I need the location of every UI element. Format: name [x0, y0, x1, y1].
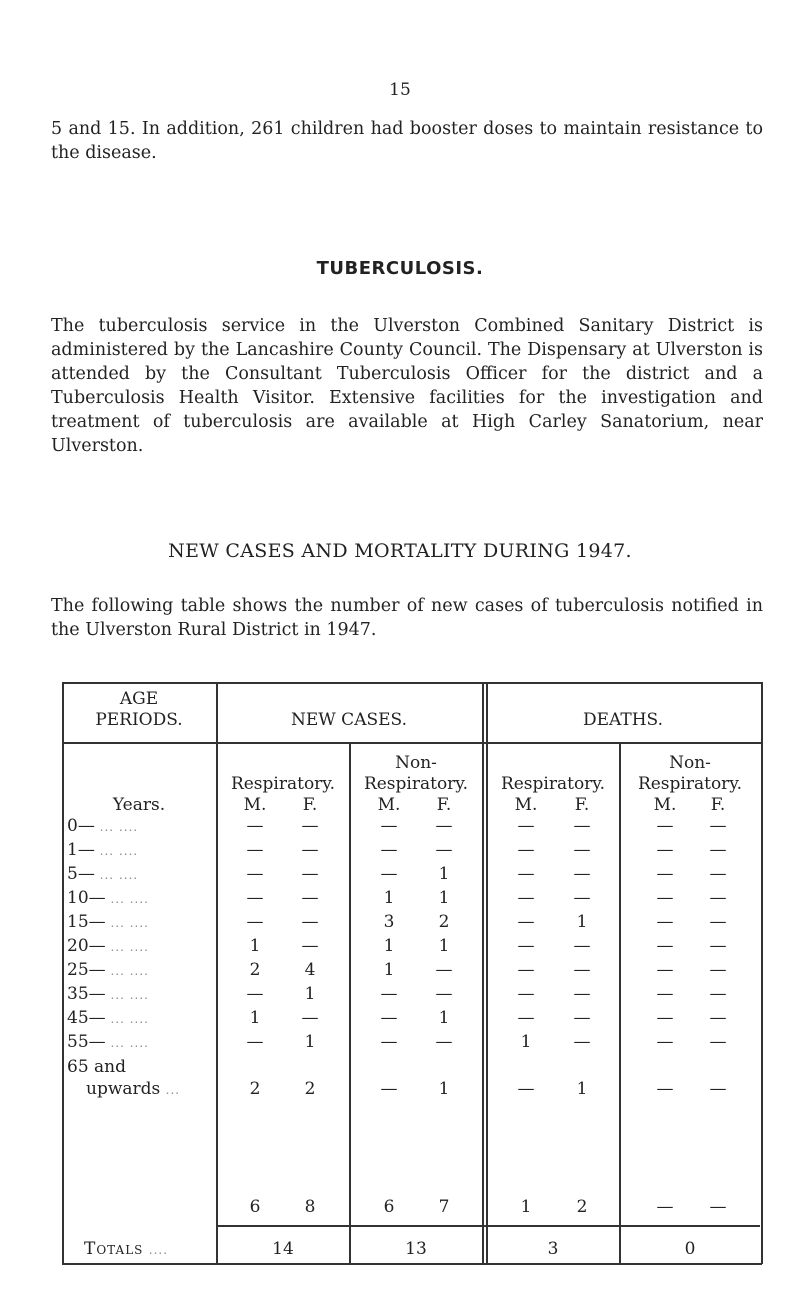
deaths-header: DEATHS. — [583, 710, 663, 730]
subtotal-rule — [217, 1225, 760, 1227]
cell-nonresp-cases-f: 1 — [438, 936, 450, 956]
cell-nonresp-deaths-f: — — [709, 984, 727, 1004]
cell-resp-deaths-m: — — [517, 888, 535, 908]
cell-resp-cases-m: 1 — [249, 1008, 261, 1028]
subtotal-nonresp-cases-m: 6 — [383, 1197, 395, 1217]
age-period-label — [67, 1032, 149, 1053]
service-paragraph: The tuberculosis service in the Ulverston Combined Sanitary District is administered by the Lancashire County Council. The Dispensary at Ulverston is attended by the Consultant Tuberculosis Officer for the district and a Tuberculosis Health Visitor. Extensive facilities for the investigation and treatment of tuberculosis are available at High Carley Sanatorium, near Ulverston. — [51, 316, 763, 456]
cell-resp-deaths-f: 1 — [576, 912, 588, 932]
cell-nonresp-deaths-m: — — [656, 1079, 674, 1099]
age-period-label — [67, 984, 149, 1005]
cell-nonresp-cases-m: — — [380, 1008, 398, 1028]
cell-nonresp-deaths-f: — — [709, 960, 727, 980]
age-period-text: 1— — [67, 840, 95, 860]
cell-nonresp-deaths-f: — — [709, 936, 727, 956]
age-period-text: 10— — [67, 888, 106, 908]
cell-resp-deaths-m: — — [517, 864, 535, 884]
age-period-dots: ... .... — [105, 1036, 149, 1050]
cell-resp-deaths-f: 1 — [576, 1079, 588, 1099]
subtotal-resp-deaths-m: 1 — [520, 1197, 532, 1217]
cell-nonresp-deaths-m: — — [656, 1008, 674, 1028]
cell-resp-deaths-f: — — [573, 1032, 591, 1052]
cell-nonresp-cases-f: 1 — [438, 864, 450, 884]
table-top-rule — [62, 682, 762, 684]
cell-nonresp-deaths-f: — — [709, 816, 727, 836]
cell-resp-cases-f: 4 — [304, 960, 316, 980]
totals-dots: .... — [148, 1243, 169, 1257]
resp-cases-header: Respiratory. — [230, 774, 336, 794]
age-period-label — [67, 864, 138, 885]
subtotal-resp-deaths-f: 2 — [576, 1197, 588, 1217]
subtotal-nonresp-cases-f: 7 — [438, 1197, 450, 1217]
cell-nonresp-cases-f: — — [435, 984, 453, 1004]
cell-resp-deaths-f: — — [573, 864, 591, 884]
cell-resp-cases-m: — — [246, 840, 264, 860]
cell-nonresp-cases-f: — — [435, 816, 453, 836]
cell-resp-deaths-m: — — [517, 960, 535, 980]
col-rule-mid-a — [482, 682, 484, 1264]
age-period-label — [67, 1008, 149, 1029]
cell-resp-cases-m: — — [246, 984, 264, 1004]
cell-nonresp-cases-f: 1 — [438, 1079, 450, 1099]
cell-resp-deaths-m: — — [517, 912, 535, 932]
cell-resp-deaths-f: — — [573, 888, 591, 908]
cell-resp-cases-f: — — [301, 1008, 319, 1028]
cell-resp-deaths-m: — — [517, 816, 535, 836]
cell-resp-deaths-m: — — [517, 1079, 535, 1099]
age-period-dots: ... .... — [105, 940, 149, 954]
cell-nonresp-deaths-f: — — [709, 1008, 727, 1028]
cell-resp-cases-f: 2 — [304, 1079, 316, 1099]
cell-nonresp-deaths-f: — — [709, 1032, 727, 1052]
age-period-dots: ... .... — [105, 1012, 149, 1026]
cell-nonresp-cases-m: — — [380, 984, 398, 1004]
subtotal-nonresp-deaths-f: — — [709, 1197, 727, 1217]
m-header: M. — [377, 795, 401, 815]
total-resp-deaths: 3 — [547, 1239, 559, 1259]
age-period-dots: ... .... — [105, 988, 149, 1002]
age-header-line2: PERIODS. — [95, 710, 183, 730]
nonresp-deaths-header-line2: Respiratory. — [637, 774, 743, 794]
subtotal-resp-cases-f: 8 — [304, 1197, 316, 1217]
f-header: F. — [574, 795, 590, 815]
age-period-dots: ... .... — [105, 964, 149, 978]
table-bottom-rule — [62, 1263, 762, 1265]
cell-resp-cases-f: 1 — [304, 984, 316, 1004]
cell-nonresp-cases-f: 1 — [438, 888, 450, 908]
col-rule-mid-b — [486, 682, 488, 1264]
cell-nonresp-cases-m: 3 — [383, 912, 395, 932]
table-header-rule — [62, 742, 762, 744]
col-rule-right — [761, 682, 763, 1264]
age-65-label: upwards — [86, 1079, 161, 1099]
subtotal-nonresp-deaths-m: — — [656, 1197, 674, 1217]
cell-nonresp-cases-f: — — [435, 1032, 453, 1052]
age-period-label — [67, 816, 138, 837]
m-header: M. — [514, 795, 538, 815]
cell-nonresp-cases-m: — — [380, 840, 398, 860]
cell-nonresp-deaths-m: — — [656, 1032, 674, 1052]
table-intro-paragraph: The following table shows the number of new cases of tuberculosis notified in the Ulverston Rural District in 1947. — [51, 596, 763, 640]
age-header-line1: AGE — [119, 689, 159, 709]
cell-resp-cases-m: — — [246, 912, 264, 932]
nonresp-deaths-header-line1: Non- — [669, 753, 711, 773]
total-nonresp-cases: 13 — [405, 1239, 427, 1259]
f-header: F. — [710, 795, 726, 815]
cell-resp-cases-f: — — [301, 816, 319, 836]
age-period-dots: ... .... — [94, 844, 139, 858]
nonresp-cases-header-line2: Respiratory. — [363, 774, 469, 794]
m-header: M. — [653, 795, 677, 815]
total-nonresp-deaths: 0 — [684, 1239, 696, 1259]
age-period-dots: ... .... — [105, 892, 149, 906]
cell-resp-cases-m: — — [246, 816, 264, 836]
age-period-label — [67, 840, 138, 861]
cell-resp-deaths-m: — — [517, 936, 535, 956]
cell-nonresp-deaths-f: — — [709, 912, 727, 932]
age-period-label — [67, 936, 149, 957]
cell-nonresp-deaths-f: — — [709, 1079, 727, 1099]
age-65-dots: ... — [165, 1083, 181, 1097]
f-header: F. — [436, 795, 452, 815]
cell-resp-cases-m: 1 — [249, 936, 261, 956]
age-period-text: 25— — [67, 960, 106, 980]
cell-resp-cases-f: — — [301, 864, 319, 884]
cell-nonresp-deaths-m: — — [656, 984, 674, 1004]
subtotal-resp-cases-m: 6 — [249, 1197, 261, 1217]
cell-resp-cases-m: — — [246, 864, 264, 884]
cell-nonresp-deaths-f: — — [709, 840, 727, 860]
age-period-text: 15— — [67, 912, 106, 932]
cell-nonresp-deaths-f: — — [709, 888, 727, 908]
years-header: Years. — [112, 795, 166, 815]
age-period-text: 55— — [67, 1032, 106, 1052]
age-period-text: 5— — [67, 864, 95, 884]
cell-nonresp-cases-f: 1 — [438, 1008, 450, 1028]
cell-nonresp-deaths-m: — — [656, 816, 674, 836]
cell-nonresp-deaths-m: — — [656, 840, 674, 860]
age-period-dots: ... .... — [94, 820, 139, 834]
col-rule-new-cases-split — [349, 743, 351, 1264]
cell-resp-deaths-f: — — [573, 840, 591, 860]
intro-paragraph: 5 and 15. In addition, 261 children had booster doses to maintain resistance to the disease. — [51, 119, 763, 163]
cell-resp-deaths-m: — — [517, 1008, 535, 1028]
age-period-text: 35— — [67, 984, 106, 1004]
cell-resp-cases-m: 2 — [249, 1079, 261, 1099]
totals-label: Totals — [84, 1239, 144, 1259]
page-number: 15 — [389, 80, 411, 100]
cell-resp-cases-m: 2 — [249, 960, 261, 980]
age-period-label — [67, 888, 149, 909]
cell-nonresp-cases-f: 2 — [438, 912, 450, 932]
age-period-dots: ... .... — [105, 916, 149, 930]
cell-nonresp-cases-f: — — [435, 840, 453, 860]
cell-resp-cases-f: — — [301, 840, 319, 860]
cell-resp-cases-m: — — [246, 888, 264, 908]
m-header: M. — [243, 795, 267, 815]
cell-nonresp-cases-m: 1 — [383, 936, 395, 956]
age-65-line1: 65 and — [67, 1057, 127, 1077]
section-heading: TUBERCULOSIS. — [316, 258, 484, 279]
age-period-text: 0— — [67, 816, 95, 836]
resp-deaths-header: Respiratory. — [500, 774, 606, 794]
cell-resp-deaths-m: — — [517, 840, 535, 860]
cell-resp-cases-f: — — [301, 936, 319, 956]
cell-resp-deaths-m: — — [517, 984, 535, 1004]
age-period-label — [67, 960, 149, 981]
cell-resp-cases-f: — — [301, 912, 319, 932]
cell-resp-deaths-f: — — [573, 1008, 591, 1028]
cell-nonresp-cases-m: 1 — [383, 960, 395, 980]
cell-resp-deaths-f: — — [573, 936, 591, 956]
cell-nonresp-cases-m: — — [380, 1079, 398, 1099]
cell-nonresp-deaths-m: — — [656, 888, 674, 908]
age-period-label — [67, 912, 149, 933]
col-rule-deaths-split — [619, 743, 621, 1264]
cell-resp-cases-f: — — [301, 888, 319, 908]
cell-resp-deaths-m: 1 — [520, 1032, 532, 1052]
cell-resp-cases-f: 1 — [304, 1032, 316, 1052]
col-rule-age — [216, 682, 218, 1264]
cell-nonresp-deaths-m: — — [656, 936, 674, 956]
cell-nonresp-deaths-m: — — [656, 864, 674, 884]
nonresp-cases-header-line1: Non- — [395, 753, 437, 773]
subheading: NEW CASES AND MORTALITY DURING 1947. — [168, 540, 632, 562]
totals-label-cell — [84, 1239, 168, 1260]
age-period-text: 20— — [67, 936, 106, 956]
age-65-line2 — [86, 1079, 180, 1100]
cell-nonresp-cases-m: 1 — [383, 888, 395, 908]
cell-nonresp-cases-m: — — [380, 864, 398, 884]
cell-resp-deaths-f: — — [573, 960, 591, 980]
cell-resp-deaths-f: — — [573, 816, 591, 836]
cell-nonresp-deaths-m: — — [656, 912, 674, 932]
col-rule-left — [62, 682, 64, 1264]
cell-nonresp-deaths-m: — — [656, 960, 674, 980]
cell-nonresp-deaths-f: — — [709, 864, 727, 884]
cell-nonresp-cases-f: — — [435, 960, 453, 980]
cell-resp-deaths-f: — — [573, 984, 591, 1004]
new-cases-header: NEW CASES. — [291, 710, 407, 730]
cell-nonresp-cases-m: — — [380, 816, 398, 836]
age-period-text: 45— — [67, 1008, 106, 1028]
cell-resp-cases-m: — — [246, 1032, 264, 1052]
total-resp-cases: 14 — [272, 1239, 294, 1259]
cell-nonresp-cases-m: — — [380, 1032, 398, 1052]
f-header: F. — [302, 795, 318, 815]
age-period-dots: ... .... — [94, 868, 139, 882]
